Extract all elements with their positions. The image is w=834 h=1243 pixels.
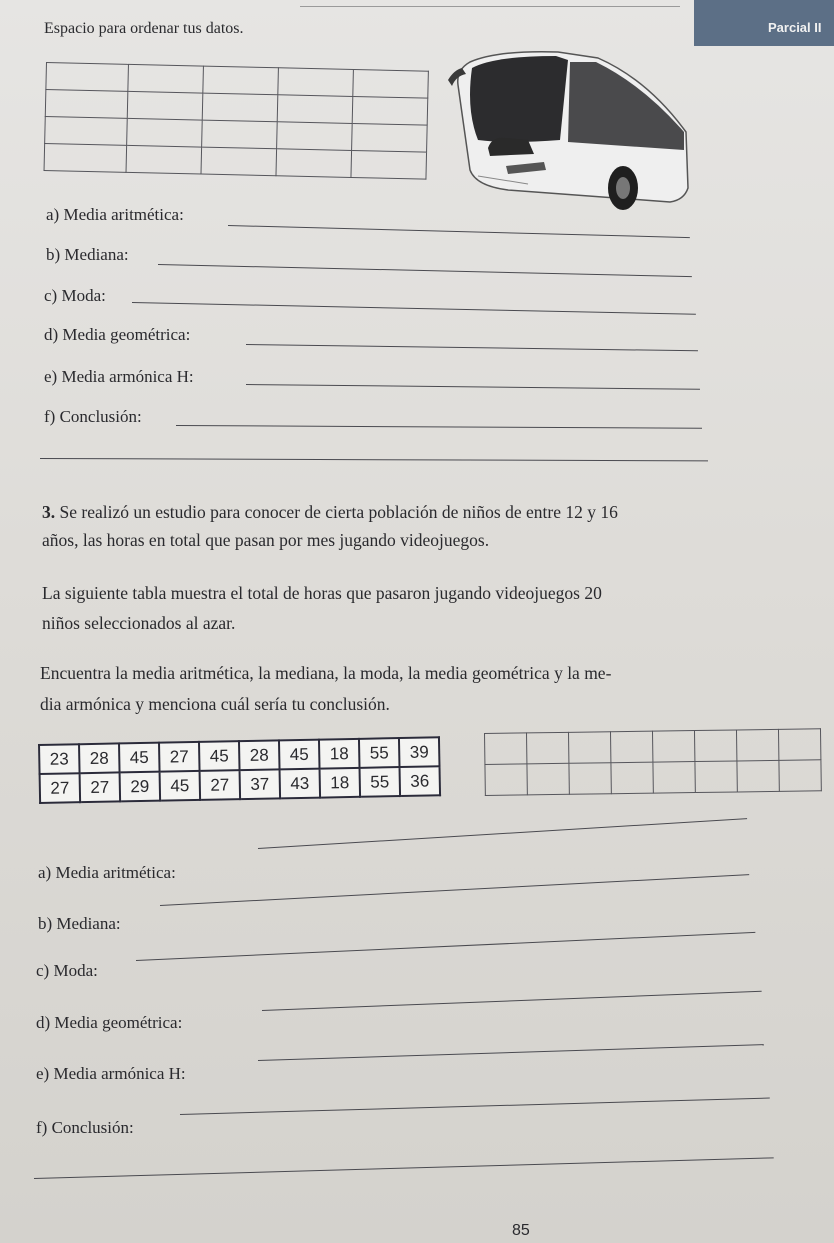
s1-answer-line-b xyxy=(158,264,692,277)
s1-answer-line-c xyxy=(132,302,696,315)
s1-item-c: c) Moda: xyxy=(44,286,106,305)
s2-item-c: c) Moda: xyxy=(36,961,98,980)
parcial-badge-label: Parcial II xyxy=(768,20,822,35)
s1-item-e: e) Media armónica H: xyxy=(44,367,194,386)
s2-answer-line-e xyxy=(258,1044,764,1061)
empty-data-table xyxy=(44,62,429,180)
problem3-number: 3. xyxy=(42,502,56,522)
table-cell: 23 xyxy=(39,744,80,774)
parcial-badge xyxy=(694,0,834,46)
table-cell: 28 xyxy=(79,743,120,773)
table-cell: 39 xyxy=(399,737,440,767)
s1-answer-line-f xyxy=(176,425,702,429)
problem3-line2: años, las horas en total que pasan por mes jugando videojuegos. xyxy=(42,530,490,550)
s2-item-f: f) Conclusión: xyxy=(36,1118,134,1137)
table-cell: 45 xyxy=(279,740,320,770)
s2-item-d: d) Media geométrica: xyxy=(36,1013,183,1032)
s1-answer-line-e xyxy=(246,384,700,390)
table-cell: 29 xyxy=(120,772,161,802)
s2-item-e: e) Media armónica H: xyxy=(36,1064,186,1083)
s2-conclusion-line xyxy=(34,1157,774,1179)
table-cell: 43 xyxy=(280,769,321,799)
table-cell: 45 xyxy=(199,741,240,771)
hours-data-table xyxy=(38,736,441,804)
s2-answer-line-c xyxy=(136,932,755,961)
table-cell: 37 xyxy=(240,769,281,799)
table-cell: 28 xyxy=(239,740,280,770)
table-cell: 27 xyxy=(200,770,241,800)
s1-answer-line-a xyxy=(228,225,690,238)
problem3-line5: Encuentra la media aritmética, la mediana, la moda, la media geométrica y la me- xyxy=(40,663,612,683)
problem3-line1-text: Se realizó un estudio para conocer de cierta población de niños de entre 12 y 16 xyxy=(59,502,618,522)
table-cell: 45 xyxy=(119,743,160,773)
header-rule xyxy=(300,6,680,7)
table-cell: 27 xyxy=(159,742,200,772)
table-cell: 18 xyxy=(320,768,361,798)
s2-answer-line-a xyxy=(258,818,747,849)
s1-conclusion-line xyxy=(40,458,708,462)
s2-answer-line-f xyxy=(180,1098,770,1116)
bus-illustration xyxy=(448,40,698,215)
problem3-line1 xyxy=(42,500,618,524)
s2-answer-line-b xyxy=(160,874,749,906)
s2-item-a: a) Media aritmética: xyxy=(38,863,176,882)
data-space-title: Espacio para ordenar tus datos. xyxy=(44,20,244,37)
s1-answer-line-d xyxy=(246,344,698,351)
s1-item-b: b) Mediana: xyxy=(46,245,129,264)
s1-item-a: a) Media aritmética: xyxy=(46,205,184,224)
s2-answer-line-d xyxy=(262,991,762,1011)
problem3-line4: niños seleccionados al azar. xyxy=(42,613,236,633)
table-cell: 45 xyxy=(160,771,201,801)
table-cell: 55 xyxy=(359,738,400,768)
s2-item-b: b) Mediana: xyxy=(38,914,121,933)
s1-item-d: d) Media geométrica: xyxy=(44,325,191,344)
table-cell: 55 xyxy=(360,767,401,797)
s1-item-f: f) Conclusión: xyxy=(44,407,142,426)
page-number: 85 xyxy=(512,1222,530,1239)
table-cell: 36 xyxy=(400,766,441,796)
table-cell: 27 xyxy=(80,772,121,802)
empty-sorting-table xyxy=(484,728,822,796)
table-cell: 18 xyxy=(319,739,360,769)
problem3-line3: La siguiente tabla muestra el total de horas que pasaron jugando videojuegos 20 xyxy=(42,583,602,603)
problem3-line6: dia armónica y menciona cuál sería tu conclusión. xyxy=(40,694,390,714)
table-cell: 27 xyxy=(40,773,81,803)
